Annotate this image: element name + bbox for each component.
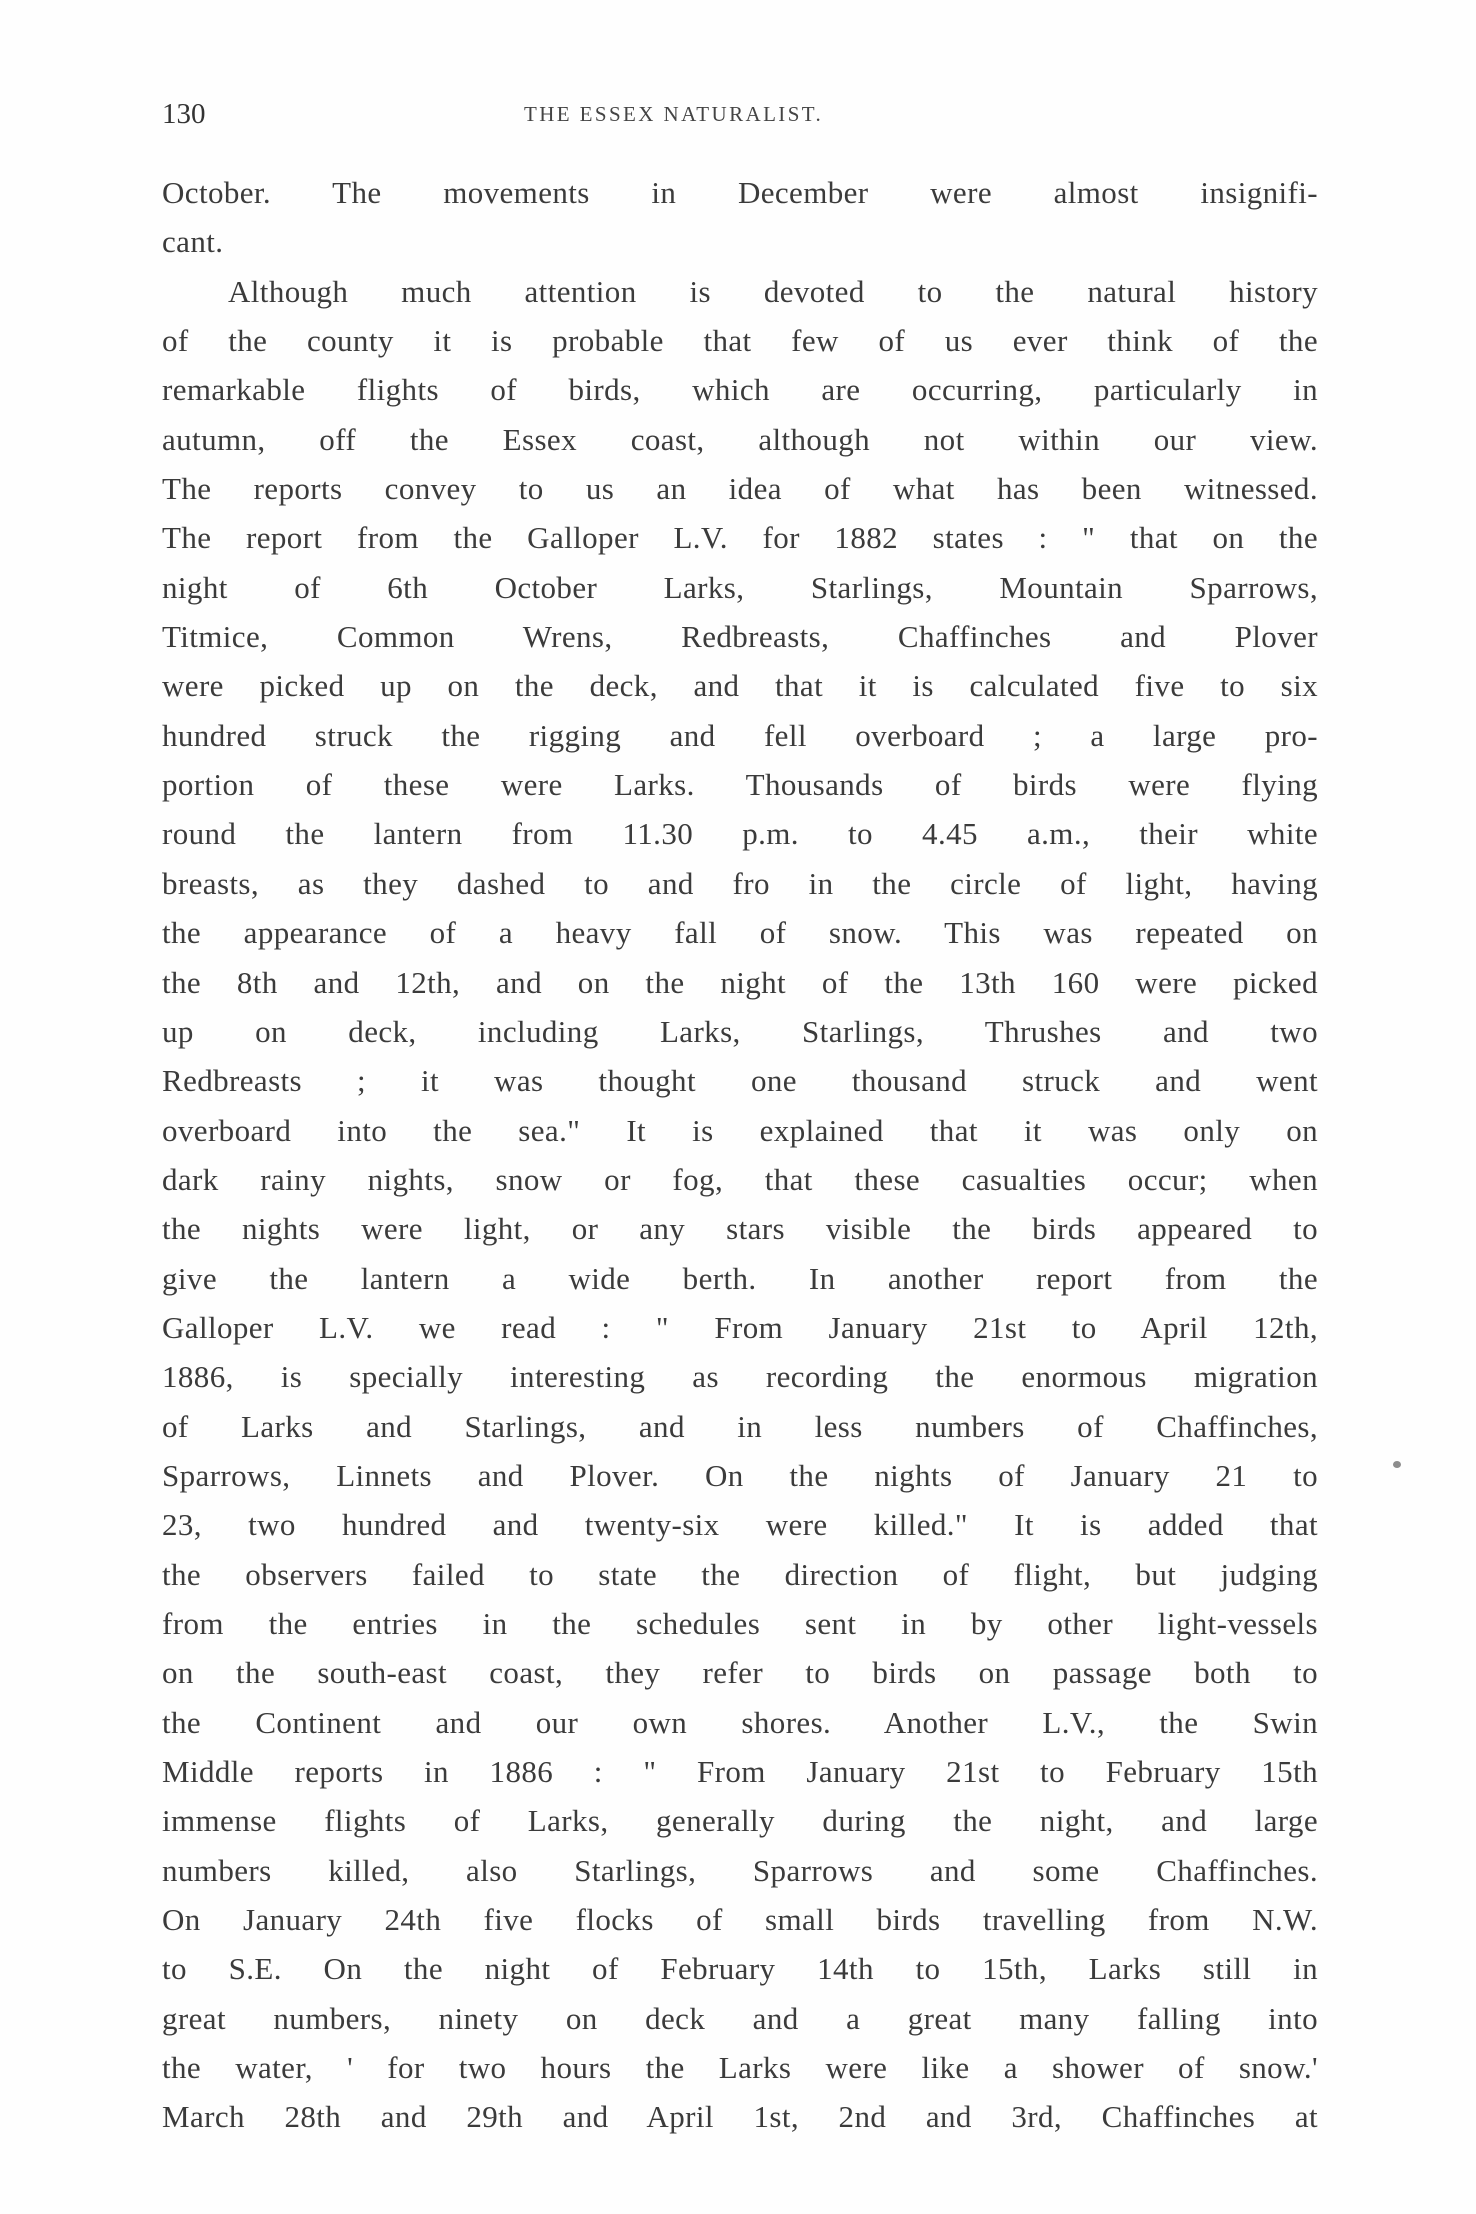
text-line: of Larks and Starlings, and in less numbers of Chaffinches, (162, 1408, 1318, 1444)
text-line: 23, two hundred and twenty-six were killed." It is added that (162, 1507, 1318, 1543)
text-line: to S.E. On the night of February 14th to 15th, Larks still in (162, 1951, 1318, 1987)
text-line: breasts, as they dashed to and fro in the circle of light, having (162, 865, 1318, 901)
text-line: give the lantern a wide berth. In another report from the (162, 1260, 1318, 1296)
text-line: from the entries in the schedules sent in by other light-vessels (162, 1605, 1318, 1641)
text-line: the water, ' for two hours the Larks were like a shower of snow.' (162, 2050, 1318, 2086)
running-head: THE ESSEX NATURALIST. (524, 102, 824, 126)
text-line: immense flights of Larks, generally during the night, and large (162, 1803, 1318, 1839)
body-text (162, 168, 1318, 2142)
text-line: On January 24th five flocks of small birds travelling from N.W. (162, 1902, 1318, 1938)
text-line: night of 6th October Larks, Starlings, Mountain Sparrows, (162, 569, 1318, 605)
text-line: Although much attention is devoted to the natural history (228, 273, 1318, 309)
text-line: on the south-east coast, they refer to birds on passage both to (162, 1655, 1318, 1691)
text-line: March 28th and 29th and April 1st, 2nd and 3rd, Chaffinches at (162, 2099, 1318, 2135)
text-line: autumn, off the Essex coast, although not within our view. (162, 421, 1318, 457)
text-line: The reports convey to us an idea of what has been witnessed. (162, 471, 1318, 507)
text-line: the appearance of a heavy fall of snow. This was repeated on (162, 915, 1318, 951)
text-line: the 8th and 12th, and on the night of the 13th 160 were picked (162, 964, 1318, 1000)
text-line: portion of these were Larks. Thousands of birds were flying (162, 767, 1318, 803)
text-line: Galloper L.V. we read : " From January 21st to April 12th, (162, 1309, 1318, 1345)
text-line: great numbers, ninety on deck and a great many falling into (162, 2000, 1318, 2036)
page-header (162, 98, 1322, 138)
text-line: the observers failed to state the direction of flight, but judging (162, 1556, 1318, 1592)
text-line: the Continent and our own shores. Another L.V., the Swin (162, 1704, 1318, 1740)
text-line: Titmice, Common Wrens, Redbreasts, Chaffinches and Plover (162, 619, 1318, 655)
text-line: dark rainy nights, snow or fog, that these casualties occur; when (162, 1161, 1318, 1197)
text-line: 1886, is specially interesting as recording the enormous migration (162, 1359, 1318, 1395)
text-line: the nights were light, or any stars visible the birds appeared to (162, 1211, 1318, 1247)
ink-smudge (1393, 1461, 1401, 1468)
text-line: round the lantern from 11.30 p.m. to 4.45 a.m., their white (162, 816, 1318, 852)
text-line: cant. (162, 224, 224, 260)
text-line: Redbreasts ; it was thought one thousand struck and went (162, 1063, 1318, 1099)
text-line: The report from the Galloper L.V. for 1882 states : " that on the (162, 520, 1318, 556)
page-number: 130 (162, 98, 206, 130)
text-line: Sparrows, Linnets and Plover. On the nights of January 21 to (162, 1457, 1318, 1493)
text-line: up on deck, including Larks, Starlings, Thrushes and two (162, 1013, 1318, 1049)
text-line: October. The movements in December were almost insignifi- (162, 175, 1318, 210)
text-line: of the county it is probable that few of us ever think of the (162, 323, 1318, 359)
text-line: were picked up on the deck, and that it is calculated five to six (162, 668, 1318, 704)
text-line: remarkable flights of birds, which are occurring, particularly in (162, 372, 1318, 408)
text-line: Middle reports in 1886 : " From January 21st to February 15th (162, 1754, 1318, 1789)
text-line: numbers killed, also Starlings, Sparrows and some Chaffinches. (162, 1852, 1318, 1888)
text-line: hundred struck the rigging and fell overboard ; a large pro- (162, 717, 1318, 753)
text-line: overboard into the sea." It is explained that it was only on (162, 1112, 1318, 1148)
